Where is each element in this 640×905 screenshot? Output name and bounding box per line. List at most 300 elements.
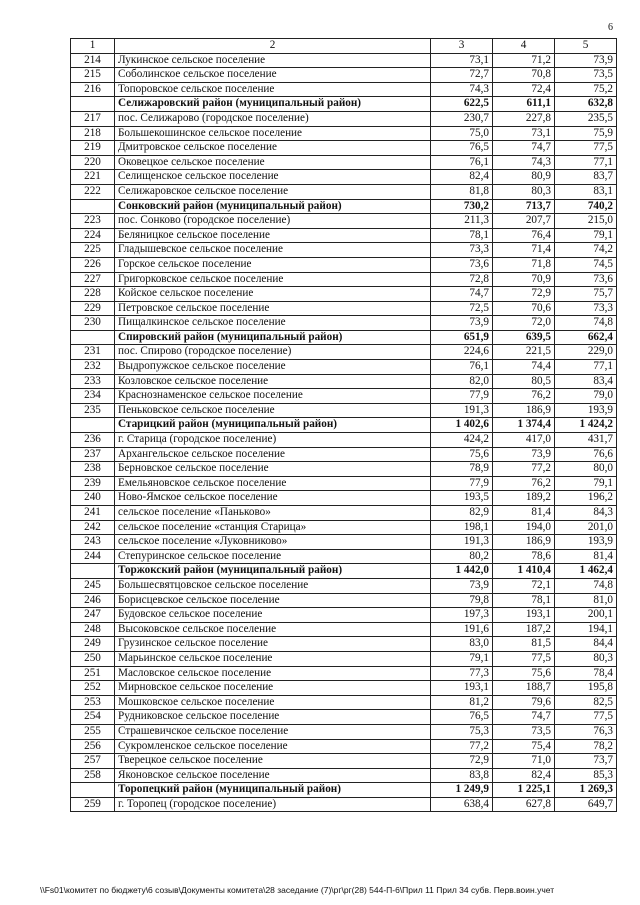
value-col3-cell: 73,9 [431, 578, 493, 593]
value-col4-cell: 189,2 [493, 491, 555, 506]
value-col3-cell: 197,3 [431, 608, 493, 623]
table-row [71, 141, 617, 156]
value-col3-cell: 193,1 [431, 681, 493, 696]
table-row [71, 651, 617, 666]
value-col5-cell: 75,7 [555, 287, 617, 302]
value-col4-cell: 639,5 [493, 330, 555, 345]
table-row [71, 272, 617, 287]
table-row [71, 666, 617, 681]
value-col4-cell: 713,7 [493, 199, 555, 214]
value-col4-cell: 193,1 [493, 608, 555, 623]
row-number-cell: 245 [71, 578, 115, 593]
value-col4-cell: 74,7 [493, 710, 555, 725]
value-col5-cell: 632,8 [555, 97, 617, 112]
row-number-cell: 236 [71, 433, 115, 448]
row-number-cell [71, 97, 115, 112]
value-col4-cell: 627,8 [493, 797, 555, 812]
value-col4-cell: 81,5 [493, 637, 555, 652]
table-row [71, 637, 617, 652]
value-col3-cell: 73,9 [431, 316, 493, 331]
value-col3-cell: 75,6 [431, 447, 493, 462]
value-col3-cell: 74,7 [431, 287, 493, 302]
name-cell: Торопецкий район (муниципальный район) [115, 783, 431, 798]
value-col3-cell: 1 249,9 [431, 783, 493, 798]
table-row [71, 476, 617, 491]
value-col3-cell: 72,8 [431, 272, 493, 287]
table-row [71, 578, 617, 593]
value-col3-cell: 72,5 [431, 301, 493, 316]
value-col5-cell: 80,0 [555, 462, 617, 477]
row-number-cell: 238 [71, 462, 115, 477]
value-col4-cell: 81,4 [493, 506, 555, 521]
name-cell: Краснознаменское сельское поселение [115, 389, 431, 404]
table-row [71, 155, 617, 170]
name-cell: Степуринское сельское поселение [115, 549, 431, 564]
name-cell: Большесвятцовское сельское поселение [115, 578, 431, 593]
table-row [71, 214, 617, 229]
name-cell: Соболинское сельское поселение [115, 68, 431, 83]
value-col4-cell: 74,3 [493, 155, 555, 170]
row-number-cell: 246 [71, 593, 115, 608]
name-cell: Борисцевское сельское поселение [115, 593, 431, 608]
column-header: 5 [555, 39, 617, 54]
value-col3-cell: 77,2 [431, 739, 493, 754]
value-col4-cell: 194,0 [493, 520, 555, 535]
value-col3-cell: 77,3 [431, 666, 493, 681]
value-col3-cell: 1 442,0 [431, 564, 493, 579]
value-col4-cell: 82,4 [493, 768, 555, 783]
table-row [71, 520, 617, 535]
row-number-cell: 248 [71, 622, 115, 637]
table-row [71, 462, 617, 477]
table-row [71, 228, 617, 243]
table-row [71, 243, 617, 258]
name-cell: Мирновское сельское поселение [115, 681, 431, 696]
table-row [71, 257, 617, 272]
name-cell: сельское поселение «Паньково» [115, 506, 431, 521]
row-number-cell: 235 [71, 403, 115, 418]
row-number-cell: 240 [71, 491, 115, 506]
page-number: 6 [608, 22, 613, 33]
table-row [71, 724, 617, 739]
value-col5-cell: 73,9 [555, 53, 617, 68]
name-cell: Петровское сельское поселение [115, 301, 431, 316]
value-col5-cell: 649,7 [555, 797, 617, 812]
table-row [71, 710, 617, 725]
value-col5-cell: 78,4 [555, 666, 617, 681]
district-total-row [71, 783, 617, 798]
value-col3-cell: 730,2 [431, 199, 493, 214]
row-number-cell: 232 [71, 360, 115, 375]
value-col4-cell: 80,5 [493, 374, 555, 389]
name-cell: г. Старица (городское поселение) [115, 433, 431, 448]
table-row [71, 433, 617, 448]
row-number-cell [71, 199, 115, 214]
value-col3-cell: 191,3 [431, 403, 493, 418]
value-col5-cell: 73,6 [555, 272, 617, 287]
value-col3-cell: 230,7 [431, 111, 493, 126]
name-cell: Страшевичское сельское поселение [115, 724, 431, 739]
value-col5-cell: 77,5 [555, 710, 617, 725]
row-number-cell: 225 [71, 243, 115, 258]
table-row [71, 53, 617, 68]
value-col3-cell: 76,1 [431, 360, 493, 375]
name-cell: Селищенское сельское поселение [115, 170, 431, 185]
value-col3-cell: 72,9 [431, 754, 493, 769]
name-cell: Беляницкое сельское поселение [115, 228, 431, 243]
value-col5-cell: 431,7 [555, 433, 617, 448]
row-number-cell: 214 [71, 53, 115, 68]
row-number-cell: 252 [71, 681, 115, 696]
value-col3-cell: 78,1 [431, 228, 493, 243]
name-cell: Торжокский район (муниципальный район) [115, 564, 431, 579]
row-number-cell: 259 [71, 797, 115, 812]
value-col3-cell: 76,1 [431, 155, 493, 170]
row-number-cell: 256 [71, 739, 115, 754]
value-col3-cell: 79,8 [431, 593, 493, 608]
value-col5-cell: 196,2 [555, 491, 617, 506]
value-col5-cell: 194,1 [555, 622, 617, 637]
value-col5-cell: 83,7 [555, 170, 617, 185]
name-cell: Селижаровский район (муниципальный район) [115, 97, 431, 112]
table-row [71, 389, 617, 404]
column-header: 2 [115, 39, 431, 54]
value-col5-cell: 73,3 [555, 301, 617, 316]
table-row [71, 184, 617, 199]
name-cell: Селижаровское сельское поселение [115, 184, 431, 199]
value-col3-cell: 79,1 [431, 651, 493, 666]
name-cell: Рудниковское сельское поселение [115, 710, 431, 725]
district-total-row [71, 199, 617, 214]
value-col4-cell: 79,6 [493, 695, 555, 710]
name-cell: Выдропужское сельское поселение [115, 360, 431, 375]
name-cell: Горское сельское поселение [115, 257, 431, 272]
value-col5-cell: 78,2 [555, 739, 617, 754]
value-col3-cell: 211,3 [431, 214, 493, 229]
table-row [71, 593, 617, 608]
row-number-cell: 258 [71, 768, 115, 783]
table-row [71, 111, 617, 126]
value-col5-cell: 75,9 [555, 126, 617, 141]
table-row [71, 549, 617, 564]
row-number-cell: 221 [71, 170, 115, 185]
value-col4-cell: 70,9 [493, 272, 555, 287]
value-col4-cell: 71,4 [493, 243, 555, 258]
value-col5-cell: 77,5 [555, 141, 617, 156]
value-col3-cell: 78,9 [431, 462, 493, 477]
value-col3-cell: 82,9 [431, 506, 493, 521]
value-col5-cell: 74,8 [555, 578, 617, 593]
column-header: 4 [493, 39, 555, 54]
value-col4-cell: 187,2 [493, 622, 555, 637]
value-col5-cell: 85,3 [555, 768, 617, 783]
name-cell: Лукинское сельское поселение [115, 53, 431, 68]
value-col4-cell: 70,8 [493, 68, 555, 83]
table-row [71, 374, 617, 389]
value-col3-cell: 77,9 [431, 476, 493, 491]
value-col3-cell: 81,2 [431, 695, 493, 710]
value-col4-cell: 1 374,4 [493, 418, 555, 433]
table-row [71, 491, 617, 506]
district-total-row [71, 418, 617, 433]
value-col5-cell: 76,6 [555, 447, 617, 462]
value-col4-cell: 72,9 [493, 287, 555, 302]
value-col5-cell: 193,9 [555, 535, 617, 550]
value-col4-cell: 71,2 [493, 53, 555, 68]
value-col4-cell: 76,2 [493, 389, 555, 404]
value-col4-cell: 76,2 [493, 476, 555, 491]
table-row [71, 695, 617, 710]
name-cell: пос. Сонково (городское поселение) [115, 214, 431, 229]
value-col4-cell: 72,1 [493, 578, 555, 593]
value-col5-cell: 229,0 [555, 345, 617, 360]
value-col4-cell: 77,2 [493, 462, 555, 477]
row-number-cell: 217 [71, 111, 115, 126]
value-col4-cell: 75,4 [493, 739, 555, 754]
value-col4-cell: 73,1 [493, 126, 555, 141]
value-col5-cell: 235,5 [555, 111, 617, 126]
name-cell: Тверецкое сельское поселение [115, 754, 431, 769]
value-col5-cell: 73,5 [555, 68, 617, 83]
value-col3-cell: 651,9 [431, 330, 493, 345]
value-col3-cell: 191,6 [431, 622, 493, 637]
row-number-cell: 234 [71, 389, 115, 404]
table-row [71, 287, 617, 302]
value-col5-cell: 80,3 [555, 651, 617, 666]
row-number-cell: 220 [71, 155, 115, 170]
name-cell: Масловское сельское поселение [115, 666, 431, 681]
value-col3-cell: 72,7 [431, 68, 493, 83]
value-col3-cell: 83,0 [431, 637, 493, 652]
table-row [71, 608, 617, 623]
row-number-cell: 229 [71, 301, 115, 316]
row-number-cell: 230 [71, 316, 115, 331]
name-cell: Койское сельское поселение [115, 287, 431, 302]
value-col4-cell: 76,4 [493, 228, 555, 243]
file-path-footer: \\Fs01\комитет по бюджету\6 созыв\Документы комитета\28 заседание (7)\рг\рг(28) 544-П-6\Прил 11 Прил 34 субв. Перв.воин.учет [40, 885, 555, 895]
value-col3-cell: 198,1 [431, 520, 493, 535]
table-row [71, 681, 617, 696]
name-cell: Архангельское сельское поселение [115, 447, 431, 462]
value-col5-cell: 83,4 [555, 374, 617, 389]
value-col5-cell: 1 462,4 [555, 564, 617, 579]
value-col5-cell: 76,3 [555, 724, 617, 739]
value-col3-cell: 76,5 [431, 710, 493, 725]
name-cell: Топоровское сельское поселение [115, 82, 431, 97]
value-col3-cell: 80,2 [431, 549, 493, 564]
name-cell: Спировский район (муниципальный район) [115, 330, 431, 345]
value-col4-cell: 78,6 [493, 549, 555, 564]
table-row [71, 797, 617, 812]
value-col4-cell: 77,5 [493, 651, 555, 666]
district-total-row [71, 564, 617, 579]
value-col5-cell: 77,1 [555, 360, 617, 375]
table-body [71, 53, 617, 812]
value-col4-cell: 71,0 [493, 754, 555, 769]
name-cell: Марьинское сельское поселение [115, 651, 431, 666]
value-col3-cell: 191,3 [431, 535, 493, 550]
name-cell: Будовское сельское поселение [115, 608, 431, 623]
row-number-cell: 231 [71, 345, 115, 360]
value-col3-cell: 83,8 [431, 768, 493, 783]
value-col5-cell: 662,4 [555, 330, 617, 345]
value-col4-cell: 78,1 [493, 593, 555, 608]
table-row [71, 768, 617, 783]
value-col3-cell: 75,3 [431, 724, 493, 739]
value-col4-cell: 73,5 [493, 724, 555, 739]
value-col4-cell: 1 410,4 [493, 564, 555, 579]
table-row [71, 301, 617, 316]
value-col5-cell: 74,2 [555, 243, 617, 258]
name-cell: Дмитровское сельское поселение [115, 141, 431, 156]
value-col5-cell: 81,4 [555, 549, 617, 564]
value-col5-cell: 79,1 [555, 476, 617, 491]
name-cell: сельское поселение «Луковниково» [115, 535, 431, 550]
row-number-cell: 250 [71, 651, 115, 666]
value-col4-cell: 1 225,1 [493, 783, 555, 798]
value-col5-cell: 740,2 [555, 199, 617, 214]
district-total-row [71, 330, 617, 345]
value-col4-cell: 72,0 [493, 316, 555, 331]
table-row [71, 345, 617, 360]
row-number-cell: 255 [71, 724, 115, 739]
value-col3-cell: 1 402,6 [431, 418, 493, 433]
value-col5-cell: 84,3 [555, 506, 617, 521]
table-row [71, 535, 617, 550]
row-number-cell: 244 [71, 549, 115, 564]
value-col3-cell: 73,3 [431, 243, 493, 258]
row-number-cell: 253 [71, 695, 115, 710]
value-col5-cell: 195,8 [555, 681, 617, 696]
value-col4-cell: 74,7 [493, 141, 555, 156]
value-col5-cell: 193,9 [555, 403, 617, 418]
value-col3-cell: 224,6 [431, 345, 493, 360]
value-col5-cell: 1 269,3 [555, 783, 617, 798]
row-number-cell: 242 [71, 520, 115, 535]
name-cell: Козловское сельское поселение [115, 374, 431, 389]
name-cell: Яконовское сельское поселение [115, 768, 431, 783]
table-row [71, 403, 617, 418]
row-number-cell: 243 [71, 535, 115, 550]
value-col5-cell: 79,1 [555, 228, 617, 243]
value-col5-cell: 82,5 [555, 695, 617, 710]
name-cell: сельское поселение «станция Старица» [115, 520, 431, 535]
row-number-cell: 249 [71, 637, 115, 652]
value-col4-cell: 72,4 [493, 82, 555, 97]
value-col5-cell: 215,0 [555, 214, 617, 229]
row-number-cell: 257 [71, 754, 115, 769]
column-header: 3 [431, 39, 493, 54]
row-number-cell [71, 330, 115, 345]
row-number-cell: 228 [71, 287, 115, 302]
table-row [71, 68, 617, 83]
row-number-cell [71, 564, 115, 579]
value-col5-cell: 79,0 [555, 389, 617, 404]
name-cell: Григорковское сельское поселение [115, 272, 431, 287]
table-row [71, 754, 617, 769]
value-col3-cell: 82,0 [431, 374, 493, 389]
name-cell: Грузинское сельское поселение [115, 637, 431, 652]
value-col3-cell: 82,4 [431, 170, 493, 185]
name-cell: Ново-Ямское сельское поселение [115, 491, 431, 506]
table-row [71, 506, 617, 521]
value-col3-cell: 424,2 [431, 433, 493, 448]
value-col5-cell: 200,1 [555, 608, 617, 623]
table-row [71, 622, 617, 637]
value-col4-cell: 417,0 [493, 433, 555, 448]
value-col5-cell: 75,2 [555, 82, 617, 97]
row-number-cell: 219 [71, 141, 115, 156]
value-col5-cell: 1 424,2 [555, 418, 617, 433]
value-col4-cell: 71,8 [493, 257, 555, 272]
name-cell: г. Торопец (городское поселение) [115, 797, 431, 812]
value-col4-cell: 80,9 [493, 170, 555, 185]
value-col4-cell: 207,7 [493, 214, 555, 229]
table-row [71, 82, 617, 97]
value-col5-cell: 74,5 [555, 257, 617, 272]
name-cell: Старицкий район (муниципальный район) [115, 418, 431, 433]
table-row [71, 126, 617, 141]
value-col5-cell: 81,0 [555, 593, 617, 608]
value-col4-cell: 186,9 [493, 403, 555, 418]
row-number-cell: 233 [71, 374, 115, 389]
name-cell: Оковецкое сельское поселение [115, 155, 431, 170]
value-col3-cell: 638,4 [431, 797, 493, 812]
value-col4-cell: 74,4 [493, 360, 555, 375]
data-table [70, 38, 617, 812]
value-col4-cell: 611,1 [493, 97, 555, 112]
row-number-cell: 226 [71, 257, 115, 272]
row-number-cell: 216 [71, 82, 115, 97]
row-number-cell: 215 [71, 68, 115, 83]
name-cell: Высоковское сельское поселение [115, 622, 431, 637]
value-col3-cell: 74,3 [431, 82, 493, 97]
value-col3-cell: 193,5 [431, 491, 493, 506]
value-col3-cell: 73,1 [431, 53, 493, 68]
district-total-row [71, 97, 617, 112]
name-cell: Сукромленское сельское поселение [115, 739, 431, 754]
value-col5-cell: 201,0 [555, 520, 617, 535]
name-cell: Пищалкинское сельское поселение [115, 316, 431, 331]
row-number-cell: 218 [71, 126, 115, 141]
row-number-cell: 241 [71, 506, 115, 521]
value-col4-cell: 80,3 [493, 184, 555, 199]
value-col4-cell: 188,7 [493, 681, 555, 696]
value-col5-cell: 84,4 [555, 637, 617, 652]
value-col5-cell: 74,8 [555, 316, 617, 331]
row-number-cell [71, 783, 115, 798]
table-header-row [71, 39, 617, 54]
row-number-cell: 223 [71, 214, 115, 229]
row-number-cell: 227 [71, 272, 115, 287]
value-col3-cell: 76,5 [431, 141, 493, 156]
row-number-cell [71, 418, 115, 433]
value-col3-cell: 622,5 [431, 97, 493, 112]
value-col4-cell: 70,6 [493, 301, 555, 316]
table-row [71, 447, 617, 462]
value-col4-cell: 227,8 [493, 111, 555, 126]
value-col3-cell: 81,8 [431, 184, 493, 199]
name-cell: Гладышевское сельское поселение [115, 243, 431, 258]
name-cell: пос. Спирово (городское поселение) [115, 345, 431, 360]
name-cell: пос. Селижарово (городское поселение) [115, 111, 431, 126]
name-cell: Берновское сельское поселение [115, 462, 431, 477]
column-header: 1 [71, 39, 115, 54]
row-number-cell: 251 [71, 666, 115, 681]
value-col4-cell: 75,6 [493, 666, 555, 681]
name-cell: Емельяновское сельское поселение [115, 476, 431, 491]
row-number-cell: 239 [71, 476, 115, 491]
